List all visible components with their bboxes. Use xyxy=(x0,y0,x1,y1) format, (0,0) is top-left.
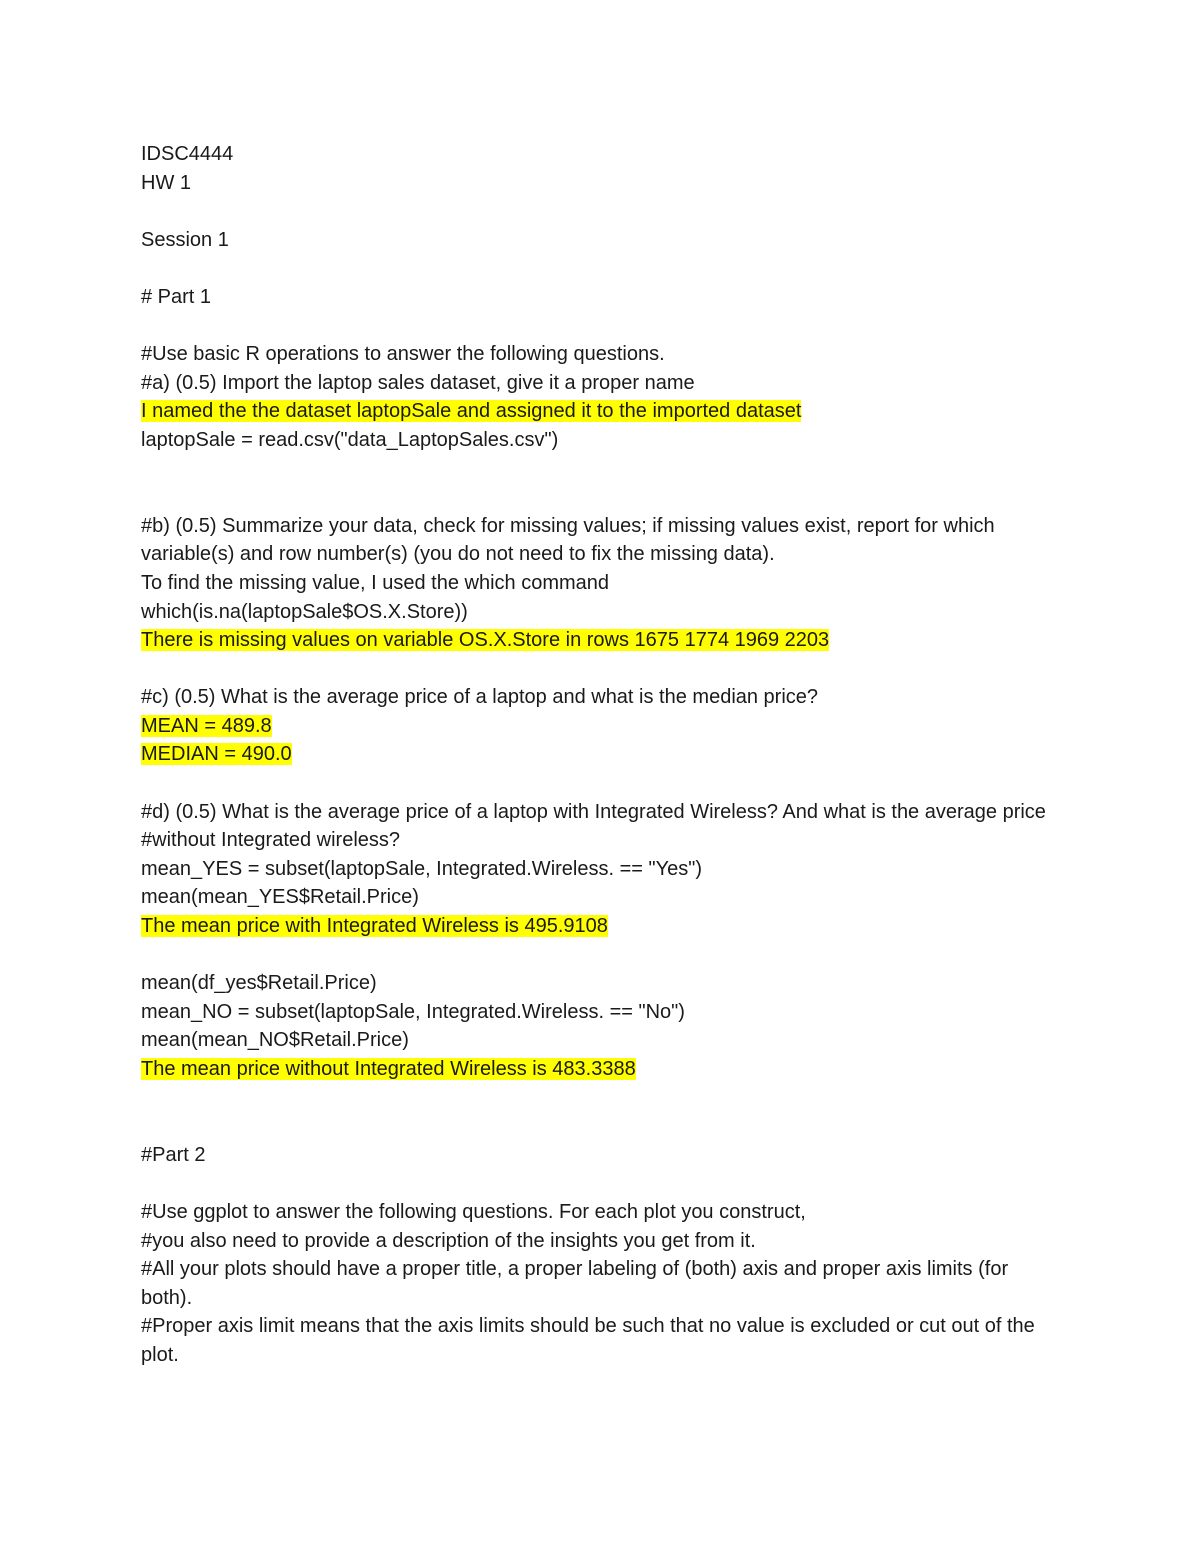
line-text: # Part 1 xyxy=(141,285,212,308)
text-line xyxy=(141,426,1061,455)
blank-line xyxy=(141,655,1061,684)
blank-line xyxy=(141,769,1061,798)
highlighted-answer-line xyxy=(141,712,1061,741)
line-text: #you also need to provide a description of the insights you get from it. xyxy=(141,1229,756,1252)
line-text: #Use ggplot to answer the following questions. For each plot you construct, xyxy=(141,1200,806,1223)
highlighted-text: There is missing values on variable OS.X.Store in rows 1675 1774 1969 2203 xyxy=(141,629,830,652)
text-line xyxy=(141,1227,1061,1256)
text-line xyxy=(141,1026,1061,1055)
text-line xyxy=(141,1141,1061,1170)
blank-line xyxy=(141,941,1061,970)
line-text: #All your plots should have a proper title, a proper labeling of (both) axis and proper axis limits (for both). xyxy=(141,1258,1014,1309)
text-line xyxy=(141,169,1061,198)
text-line xyxy=(141,798,1061,827)
line-text: mean(mean_NO$Retail.Price) xyxy=(141,1029,409,1052)
line-text: mean(df_yes$Retail.Price) xyxy=(141,972,377,995)
line-text: which(is.na(laptopSale$OS.X.Store)) xyxy=(141,600,468,623)
line-text: #b) (0.5) Summarize your data, check for missing values; if missing values exist, report for which variable(s) and row number(s) (you do not need to fix the missing data). xyxy=(141,514,1001,566)
highlighted-text: The mean price with Integrated Wireless is 495.9108 xyxy=(141,915,608,938)
line-text: IDSC4444 xyxy=(141,143,234,165)
blank-line xyxy=(141,483,1061,512)
text-line xyxy=(141,598,1061,627)
text-line xyxy=(141,283,1061,312)
blank-line xyxy=(141,197,1061,226)
text-line xyxy=(141,140,1061,169)
text-line xyxy=(141,369,1061,398)
blank-line xyxy=(141,312,1061,341)
blank-line xyxy=(141,1084,1061,1113)
line-text: #Proper axis limit means that the axis limits should be such that no value is excluded or cut out of the plot. xyxy=(141,1315,1041,1366)
line-text: mean_NO = subset(laptopSale, Integrated.Wireless. == "No") xyxy=(141,1000,685,1023)
highlighted-text: MEAN = 489.8 xyxy=(141,714,272,737)
line-text: mean_YES = subset(laptopSale, Integrated.Wireless. == "Yes") xyxy=(141,857,702,880)
line-text: laptopSale = read.csv("data_LaptopSales.csv") xyxy=(141,428,559,451)
blank-line xyxy=(141,455,1061,484)
highlighted-answer-line xyxy=(141,1055,1061,1084)
text-line xyxy=(141,1255,1061,1312)
highlighted-answer-line xyxy=(141,740,1061,769)
highlighted-answer-line xyxy=(141,912,1061,941)
line-text: #Part 2 xyxy=(141,1143,206,1166)
blank-line xyxy=(141,1112,1061,1141)
line-text: #d) (0.5) What is the average price of a laptop with Integrated Wireless? And what is the average price xyxy=(141,800,1046,823)
highlighted-text: I named the the dataset laptopSale and assigned it to the imported dataset xyxy=(141,400,802,423)
line-text: To find the missing value, I used the which command xyxy=(141,571,610,594)
text-line xyxy=(141,226,1061,255)
text-line xyxy=(141,569,1061,598)
line-text: mean(mean_YES$Retail.Price) xyxy=(141,886,419,909)
highlighted-text: The mean price without Integrated Wireless is 483.3388 xyxy=(141,1058,636,1080)
line-text: HW 1 xyxy=(141,171,191,194)
text-line xyxy=(141,969,1061,998)
text-line xyxy=(141,340,1061,369)
line-text: #c) (0.5) What is the average price of a laptop and what is the median price? xyxy=(141,686,819,709)
text-line xyxy=(141,1198,1061,1227)
highlighted-answer-line xyxy=(141,626,1061,655)
highlighted-answer-line xyxy=(141,397,1061,426)
text-line xyxy=(141,512,1061,569)
text-line xyxy=(141,998,1061,1027)
text-line xyxy=(141,883,1061,912)
line-text: #without Integrated wireless? xyxy=(141,829,401,852)
text-line xyxy=(141,1312,1061,1369)
line-text: #Use basic R operations to answer the following questions. xyxy=(141,343,665,366)
text-line xyxy=(141,826,1061,855)
highlighted-text: MEDIAN = 490.0 xyxy=(141,743,292,766)
blank-line xyxy=(141,1169,1061,1198)
document-body xyxy=(141,140,1061,1370)
line-text: #a) (0.5) Import the laptop sales dataset, give it a proper name xyxy=(141,371,695,394)
line-text: Session 1 xyxy=(141,228,229,251)
text-line xyxy=(141,683,1061,712)
text-line xyxy=(141,855,1061,884)
blank-line xyxy=(141,254,1061,283)
